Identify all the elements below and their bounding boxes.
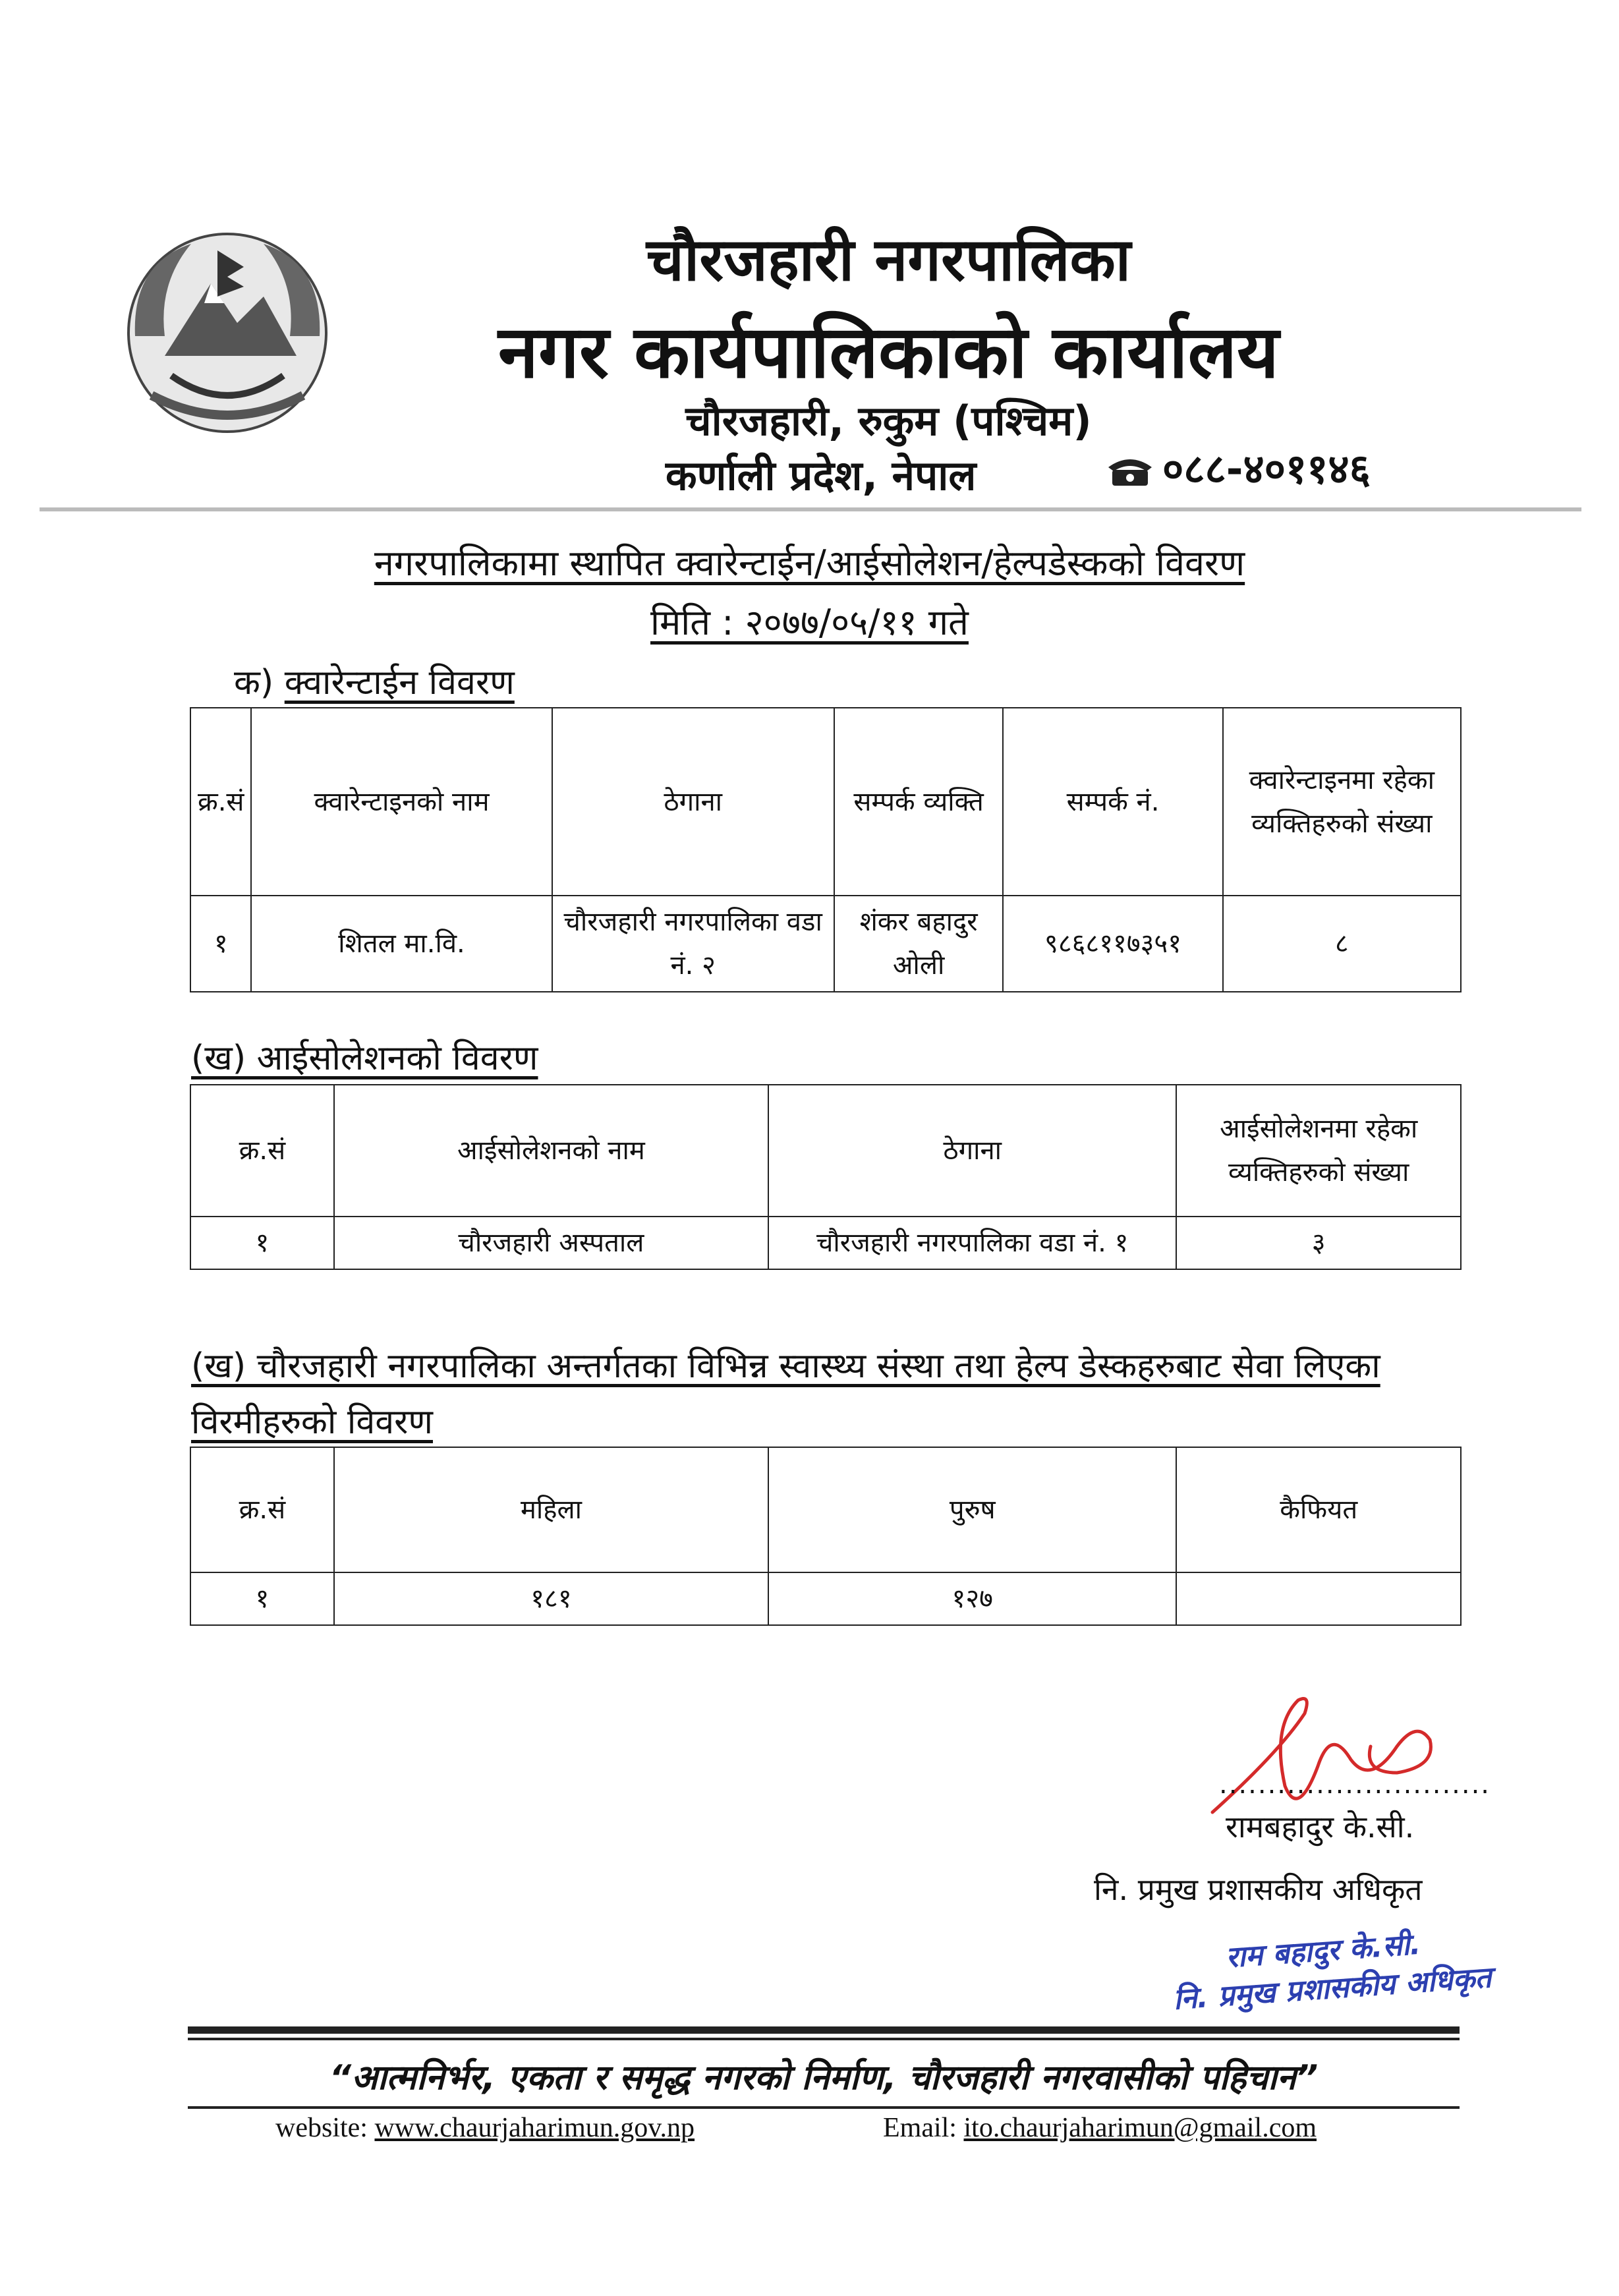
table-cell — [1176, 1572, 1461, 1625]
email-link[interactable]: ito.chaurjaharimun@gmail.com — [963, 2113, 1317, 2143]
stamp-name: राम बहादुर के.सी. — [1224, 1927, 1422, 1975]
office-address: चौरजहारी, रुकुम (पश्चिम) — [685, 397, 1092, 445]
table-cell: ८ — [1223, 896, 1461, 992]
table-cell: १ — [190, 1217, 334, 1269]
table-cell: १ — [190, 1572, 334, 1625]
phone-number: ०८८-४०११४६ — [1162, 445, 1371, 493]
column-header: क्र.सं — [190, 708, 251, 896]
isolation-table — [190, 1084, 1462, 1270]
table-row — [190, 1217, 1461, 1269]
isolation-heading: (ख) आईसोलेशनको विवरण — [191, 1039, 538, 1078]
table-header-row — [190, 708, 1461, 896]
patients-heading-continued: विरमीहरुको विवरण — [191, 1402, 434, 1442]
table-cell: १२७ — [768, 1572, 1176, 1625]
footer-website: website: www.chaurjaharimun.gov.np — [275, 2113, 695, 2143]
quarantine-table — [190, 707, 1462, 992]
footer-slogan: “आत्मनिर्भर, एकता र समृद्ध नगरको निर्माण, चौरजहारी नगरवासीको पहिचान” — [329, 2058, 1319, 2098]
table-cell: १८१ — [334, 1572, 768, 1625]
column-header: क्वारेन्टाइनको नाम — [251, 708, 552, 896]
column-header: कैफियत — [1176, 1447, 1461, 1572]
table-header-row — [190, 1085, 1461, 1217]
office-phone — [1107, 440, 1371, 496]
office-province: कर्णाली प्रदेश, नेपाल — [666, 451, 977, 500]
handwritten-signature — [1199, 1687, 1450, 1825]
column-header: आईसोलेशनको नाम — [334, 1085, 768, 1217]
table-cell: ९८६८११७३५१ — [1003, 896, 1222, 992]
footer-email: Email: ito.chaurjaharimun@gmail.com — [883, 2113, 1317, 2143]
column-header: क्वारेन्टाइनमा रहेका व्यक्तिहरुको संख्या — [1223, 708, 1461, 896]
column-header: महिला — [334, 1447, 768, 1572]
signature-line: ............................ — [1219, 1769, 1491, 1800]
patients-table — [190, 1447, 1462, 1626]
column-header: ठेगाना — [552, 708, 834, 896]
column-header: ठेगाना — [768, 1085, 1176, 1217]
table-cell: ३ — [1176, 1217, 1461, 1269]
column-header: सम्पर्क व्यक्ति — [834, 708, 1004, 896]
footer-divider-thick — [188, 2026, 1460, 2034]
website-link[interactable]: www.chaurjaharimun.gov.np — [374, 2113, 695, 2143]
table-header-row — [190, 1447, 1461, 1572]
telephone-icon — [1107, 455, 1153, 488]
document-date: मिति : २०७७/०५/११ गते — [650, 602, 969, 643]
table-row — [190, 1572, 1461, 1625]
office-name: नगर कार्यपालिकाको कार्यालय — [498, 310, 1279, 394]
column-header: क्र.सं — [190, 1085, 334, 1217]
table-cell: चौरजहारी अस्पताल — [334, 1217, 768, 1269]
column-header: क्र.सं — [190, 1447, 334, 1572]
footer-divider-bottom — [188, 2106, 1460, 2109]
document-title: नगरपालिकामा स्थापित क्वारेन्टाईन/आईसोलेशन/हेल्पडेस्कको विवरण — [374, 542, 1245, 584]
table-row — [190, 896, 1461, 992]
column-header: पुरुष — [768, 1447, 1176, 1572]
patients-heading: (ख) चौरजहारी नगरपालिका अन्तर्गतका विभिन्न स्वास्थ्य संस्था तथा हेल्प डेस्कहरुबाट सेवा लिएका — [191, 1346, 1380, 1386]
table-cell: १ — [190, 896, 251, 992]
quarantine-heading: क) क्वारेन्टाईन विवरण — [234, 663, 515, 703]
header-divider — [40, 507, 1581, 511]
signatory-name: रामबहादुर के.सी. — [1226, 1809, 1415, 1845]
table-cell: चौरजहारी नगरपालिका वडा नं. १ — [768, 1217, 1176, 1269]
footer-divider-thin — [188, 2038, 1460, 2040]
org-name: चौरजहारी नगरपालिका — [646, 225, 1131, 295]
table-cell: चौरजहारी नगरपालिका वडा नं. २ — [552, 896, 834, 992]
stamp-designation: नि. प्रमुख प्रशासकीय अधिकृत — [1172, 1961, 1492, 2017]
table-cell: शंकर बहादुर ओली — [834, 896, 1004, 992]
column-header: सम्पर्क नं. — [1003, 708, 1222, 896]
table-cell: शितल मा.वि. — [251, 896, 552, 992]
column-header: आईसोलेशनमा रहेका व्यक्तिहरुको संख्या — [1176, 1085, 1461, 1217]
signatory-designation: नि. प्रमुख प्रशासकीय अधिकृत — [1094, 1872, 1423, 1907]
